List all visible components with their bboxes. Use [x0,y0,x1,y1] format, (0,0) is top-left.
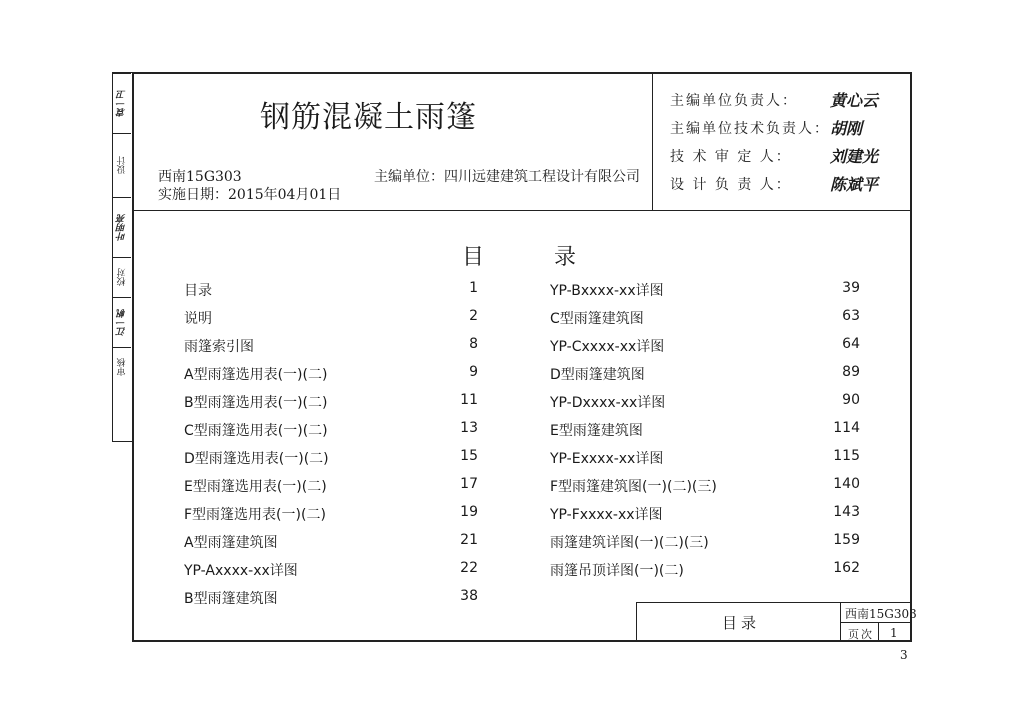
title-block-page-label: 页次 [848,628,874,641]
title-block-sheet-title: 目录 [722,614,761,632]
toc-entry[interactable] [184,532,494,552]
toc-entry-page: 114 [833,420,860,436]
toc-entry-name: C型雨篷建筑图 [550,311,644,327]
toc-entry[interactable] [550,560,862,580]
toc-entry[interactable] [550,476,862,496]
toc-entry-name: A型雨篷选用表(一)(二) [184,367,328,383]
side-signature-3: 江一帆 [113,297,131,347]
contents-heading-right: 录 [554,245,577,270]
toc-entry[interactable] [184,420,494,440]
responsible-label: 主编单位技术负责人： [670,121,830,137]
toc-entry-name: YP-Dxxxx-xx详图 [550,395,666,411]
toc-entry[interactable] [184,364,494,384]
header-divider [652,72,653,210]
side-label-3: 审核 [113,347,131,387]
toc-entry-page: 13 [460,420,478,436]
responsible-signature: 陈斌平 [830,175,879,194]
toc-entry-name: B型雨篷建筑图 [184,591,278,607]
header-bottom-rule [132,210,912,211]
side-sign-strip [112,72,132,442]
toc-entry[interactable] [550,364,862,384]
responsible-signature: 黄心云 [830,91,879,110]
toc-entry-name: 雨篷索引图 [184,339,254,355]
toc-entry-name: D型雨篷选用表(一)(二) [184,451,329,467]
toc-entry-page: 15 [460,448,478,464]
toc-entry-page: 2 [469,308,478,324]
responsible-row [670,174,900,200]
toc-entry-page: 22 [460,560,478,576]
toc-entry-name: 雨篷吊顶详图(一)(二) [550,563,684,579]
toc-entry-name: 说明 [184,311,212,327]
responsible-row [670,146,900,172]
implementation-date: 实施日期：2015年04月01日 [158,187,342,203]
toc-entry-name: C型雨篷选用表(一)(二) [184,423,328,439]
toc-entry[interactable] [184,392,494,412]
toc-entry-page: 115 [833,448,860,464]
side-label-1: 设计 [113,133,131,197]
toc-entry-name: A型雨篷建筑图 [184,535,278,551]
toc-entry[interactable] [184,560,494,580]
toc-entry[interactable] [184,448,494,468]
contents-heading [462,240,646,271]
toc-entry-page: 9 [469,364,478,380]
responsible-signature: 胡刚 [830,119,863,138]
toc-entry-name: YP-Cxxxx-xx详图 [550,339,665,355]
toc-entry-name: 目录 [184,283,212,299]
toc-entry-page: 19 [460,504,478,520]
title-block-page-value: 1 [890,626,898,640]
contents-heading-left: 目 [462,245,485,270]
drawing-title: 钢筋混凝土雨篷 [260,100,477,135]
toc-entry-page: 21 [460,532,478,548]
toc-entry-page: 143 [833,504,860,520]
responsible-row [670,90,900,116]
toc-entry-name: YP-Bxxxx-xx详图 [550,283,664,299]
toc-entry[interactable] [550,280,862,300]
toc-entry-page: 89 [842,364,860,380]
title-block-divider [840,622,912,623]
toc-entry-page: 39 [842,280,860,296]
title-block-atlas-number: 西南15G303 [845,607,917,621]
toc-entry-name: YP-Fxxxx-xx详图 [550,507,663,523]
toc-entry[interactable] [184,336,494,356]
toc-entry[interactable] [550,336,862,356]
toc-entry[interactable] [550,308,862,328]
toc-entry-page: 17 [460,476,478,492]
toc-entry[interactable] [550,448,862,468]
toc-entry-name: B型雨篷选用表(一)(二) [184,395,328,411]
toc-entry[interactable] [184,504,494,524]
title-block-divider [878,622,879,642]
responsible-label: 技 术 审 定 人： [670,149,792,165]
editing-unit: 主编单位：四川远建建筑工程设计有限公司 [374,169,640,185]
side-label-2: 校对 [113,257,131,297]
toc-entry-page: 38 [460,588,478,604]
toc-entry-name: E型雨篷建筑图 [550,423,643,439]
toc-entry-page: 11 [460,392,478,408]
toc-entry-page: 90 [842,392,860,408]
toc-entry-name: F型雨篷建筑图(一)(二)(三) [550,479,717,495]
toc-entry-name: F型雨篷选用表(一)(二) [184,507,326,523]
toc-entry-page: 162 [833,560,860,576]
toc-entry-name: E型雨篷选用表(一)(二) [184,479,327,495]
toc-entry-page: 64 [842,336,860,352]
responsible-row [670,118,900,144]
toc-entry-name: YP-Exxxx-xx详图 [550,451,664,467]
toc-entry-page: 63 [842,308,860,324]
toc-entry[interactable] [184,588,494,608]
responsible-label: 主编单位负责人： [670,93,798,109]
toc-entry-page: 140 [833,476,860,492]
toc-entry-page: 159 [833,532,860,548]
side-blank [113,387,131,441]
toc-entry[interactable] [184,476,494,496]
atlas-number: 西南15G303 [158,169,242,185]
responsible-label: 设 计 负 责 人： [670,177,792,193]
toc-entry[interactable] [550,392,862,412]
responsible-signature: 刘建光 [830,147,879,166]
page-number: 3 [900,648,908,662]
toc-entry[interactable] [184,280,494,300]
toc-entry[interactable] [550,532,862,552]
toc-entry-page: 1 [469,280,478,296]
toc-entry[interactable] [550,504,862,524]
toc-entry-name: 雨篷建筑详图(一)(二)(三) [550,535,709,551]
toc-entry-name: YP-Axxxx-xx详图 [184,563,298,579]
side-signature-1: 袁一卫 [113,73,131,133]
side-signature-2: 叶明亮 [113,197,131,257]
toc-entry[interactable] [184,308,494,328]
toc-entry[interactable] [550,420,862,440]
toc-entry-page: 8 [469,336,478,352]
toc-entry-name: D型雨篷建筑图 [550,367,645,383]
